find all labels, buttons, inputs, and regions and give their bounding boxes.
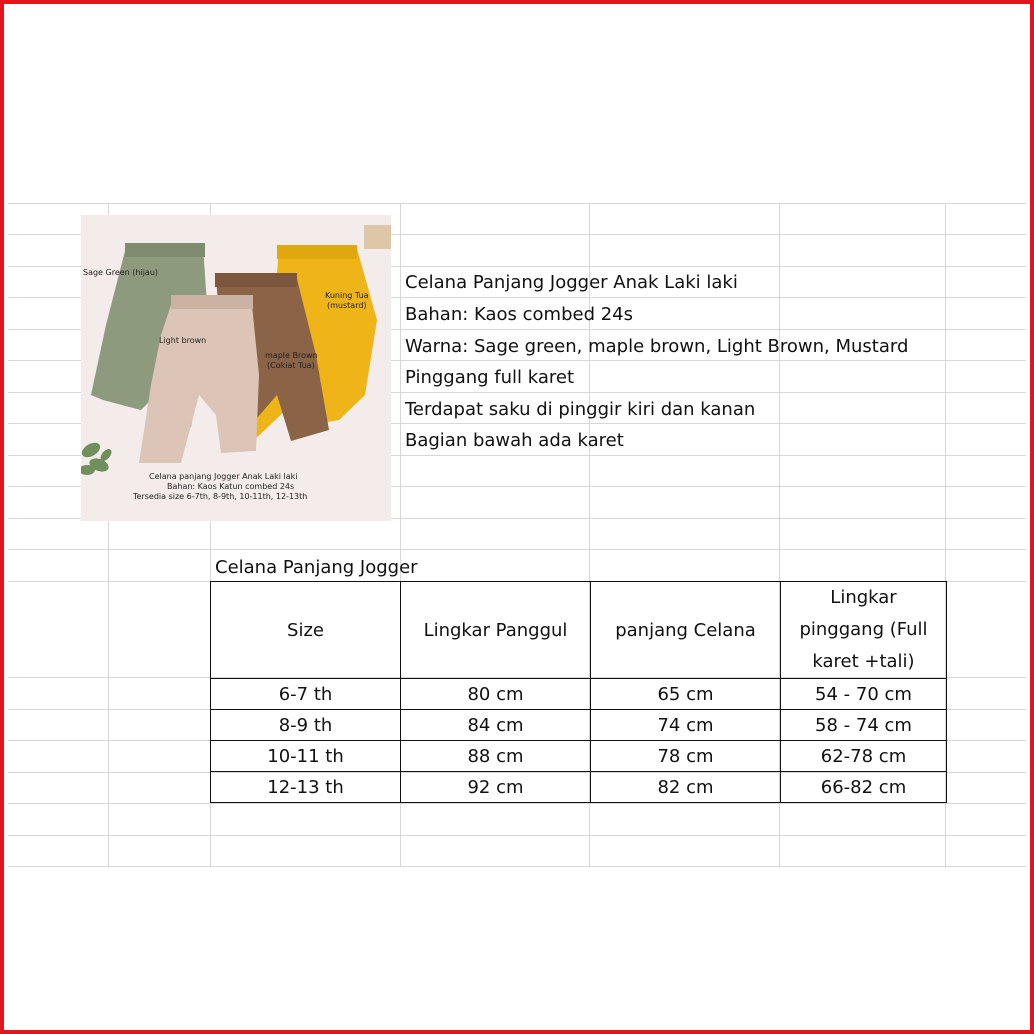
cell-length: 65 cm — [591, 679, 781, 710]
cell-hip: 80 cm — [401, 679, 591, 710]
header-waist-line1: Lingkar — [830, 587, 897, 608]
grid-row-line — [8, 549, 1026, 550]
wooden-block-icon — [364, 225, 391, 249]
photo-label-light: Light brown — [159, 336, 207, 345]
description-material: Bahan: Kaos combed 24s — [405, 304, 634, 325]
description-waist: Pinggang full karet — [405, 367, 575, 388]
photo-label-sage: Sage Green (hijau) — [83, 268, 159, 277]
grid-row-line — [8, 203, 1026, 204]
cell-size: 6-7 th — [211, 679, 401, 710]
cell-size: 12-13 th — [211, 772, 401, 803]
cell-length: 82 cm — [591, 772, 781, 803]
cell-hip: 84 cm — [401, 710, 591, 741]
header-length: panjang Celana — [591, 582, 781, 679]
cell-length: 78 cm — [591, 741, 781, 772]
cell-size: 10-11 th — [211, 741, 401, 772]
header-hip: Lingkar Panggul — [401, 582, 591, 679]
cell-waist: 62-78 cm — [781, 741, 947, 772]
cell-length: 74 cm — [591, 710, 781, 741]
photo-caption-1: Celana panjang Jogger Anak Laki laki — [149, 472, 298, 481]
table-row — [211, 741, 947, 772]
photo-label-maple-sub: (Cokiat Tua) — [267, 361, 315, 370]
cell-hip: 92 cm — [401, 772, 591, 803]
description-bottom: Bagian bawah ada karet — [405, 430, 624, 451]
description-pockets: Terdapat saku di pinggir kiri dan kanan — [405, 399, 756, 420]
photo-caption-2: Bahan: Kaos Katun combed 24s — [167, 482, 295, 491]
cell-hip: 88 cm — [401, 741, 591, 772]
grid-row-line — [8, 835, 1026, 836]
description-colors: Warna: Sage green, maple brown, Light Brown, Mustard — [405, 336, 909, 357]
cell-waist: 58 - 74 cm — [781, 710, 947, 741]
table-row — [211, 710, 947, 741]
header-size: Size — [211, 582, 401, 679]
table-row — [211, 679, 947, 710]
description-title: Celana Panjang Jogger Anak Laki laki — [405, 272, 738, 293]
cell-waist: 54 - 70 cm — [781, 679, 947, 710]
size-table — [210, 581, 947, 803]
size-table-title: Celana Panjang Jogger — [215, 557, 418, 578]
photo-label-kuning: Kuning Tua — [325, 291, 369, 300]
header-waist — [781, 582, 947, 679]
header-waist-line2: pinggang (Full — [799, 619, 928, 640]
cell-size: 8-9 th — [211, 710, 401, 741]
photo-label-kuning-sub: (mustard) — [327, 301, 367, 310]
header-waist-line3: karet +tali) — [812, 651, 915, 672]
grid-row-line — [8, 866, 1026, 867]
cell-waist: 66-82 cm — [781, 772, 947, 803]
table-header-row — [211, 582, 947, 679]
product-photo — [81, 215, 391, 521]
photo-caption-3: Tersedia size 6-7th, 8-9th, 10-11th, 12-13th — [133, 492, 308, 501]
table-row — [211, 772, 947, 803]
photo-label-maple: maple Brown — [265, 351, 318, 360]
grid-row-line — [8, 803, 1026, 804]
